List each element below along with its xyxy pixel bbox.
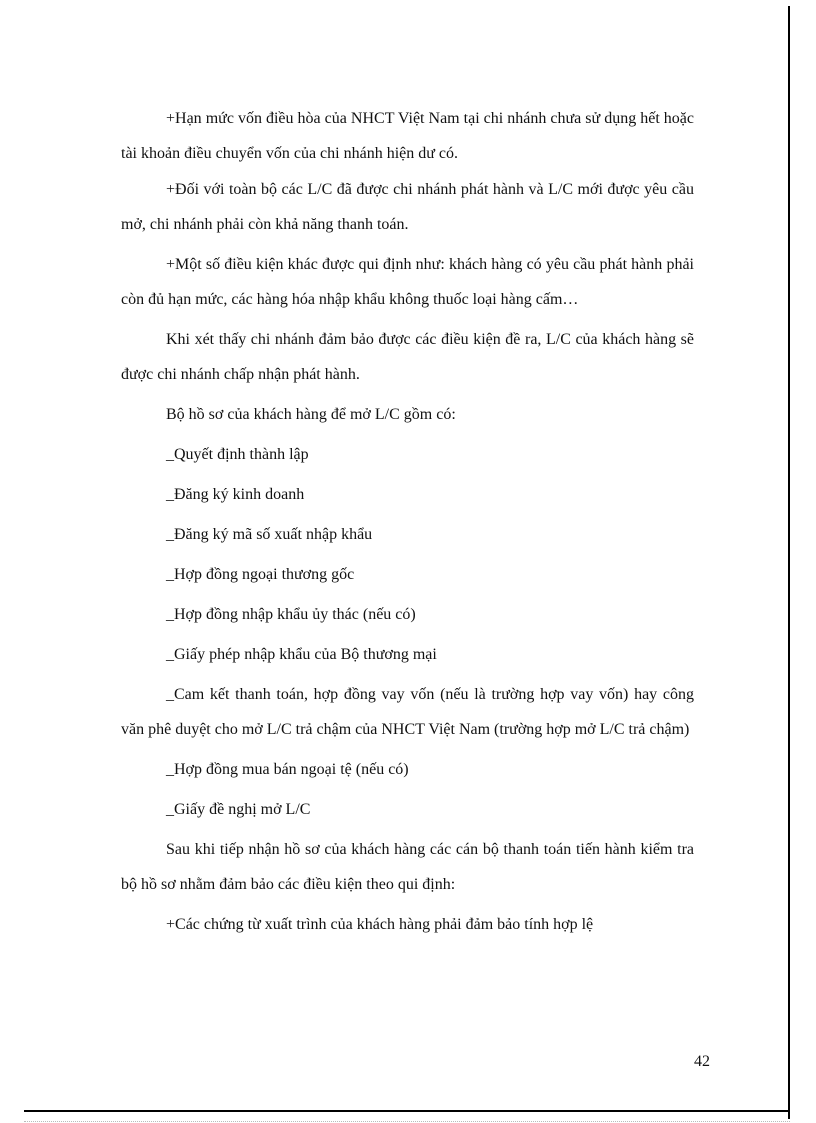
list-item: _Hợp đồng nhập khẩu ủy thác (nếu có) [166, 606, 416, 623]
list-item: _Hợp đồng ngoại thương gốc [166, 566, 355, 583]
list-item: _Đăng ký mã số xuất nhập khẩu [166, 526, 373, 543]
paragraph-payment-commitment: _Cam kết thanh toán, hợp đồng vay vốn (nếu là trường hợp vay vốn) hay công văn phê duyệt cho mở L/C trả chậm của NHCT Việt Nam (trường hợp mở L/C trả chậm) [121, 686, 694, 738]
paragraph-other-conditions: +Một số điều kiện khác được qui định như: khách hàng có yêu cầu phát hành phải còn đủ hạn mức, các hàng hóa nhập khẩu không thuốc loại hàng cấm… [121, 256, 694, 308]
paragraph-after-receipt: Sau khi tiếp nhận hồ sơ của khách hàng các cán bộ thanh toán tiến hành kiểm tra bộ hồ sơ nhằm đảm bảo các điều kiện theo qui định: [121, 841, 694, 893]
page-content [121, 101, 694, 942]
paragraph-dossier-intro: Bộ hồ sơ của khách hàng để mở L/C gồm có: [166, 406, 456, 423]
page-frame-bottom-border [24, 1110, 790, 1112]
list-item: _Giấy đề nghị mở L/C [166, 801, 311, 818]
list-item: _Hợp đồng mua bán ngoại tệ (nếu có) [166, 761, 409, 778]
list-item: _Quyết định thành lập [166, 446, 309, 463]
list-item: _Đăng ký kinh doanh [166, 486, 305, 503]
page-frame-right-border [788, 6, 790, 1119]
paragraph-lc-acceptance: Khi xét thấy chi nhánh đảm bảo được các điều kiện đề ra, L/C của khách hàng sẽ được chi nhánh chấp nhận phát hành. [121, 331, 694, 383]
paragraph-capital-limit: +Hạn mức vốn điều hòa của NHCT Việt Nam tại chi nhánh chưa sử dụng hết hoặc tài khoản điều chuyển vốn của chi nhánh hiện dư có. [121, 110, 694, 162]
list-item: _Giấy phép nhập khẩu của Bộ thương mại [166, 646, 437, 663]
page-number: 42 [694, 1053, 710, 1070]
paragraph-document-validity: +Các chứng từ xuất trình của khách hàng phải đảm bảo tính hợp lệ [166, 916, 594, 933]
page-frame-dotted-line [24, 1121, 790, 1122]
paragraph-payment-capacity: +Đối với toàn bộ các L/C đã được chi nhánh phát hành và L/C mới được yêu cầu mở, chi nhánh phải còn khả năng thanh toán. [121, 181, 694, 233]
